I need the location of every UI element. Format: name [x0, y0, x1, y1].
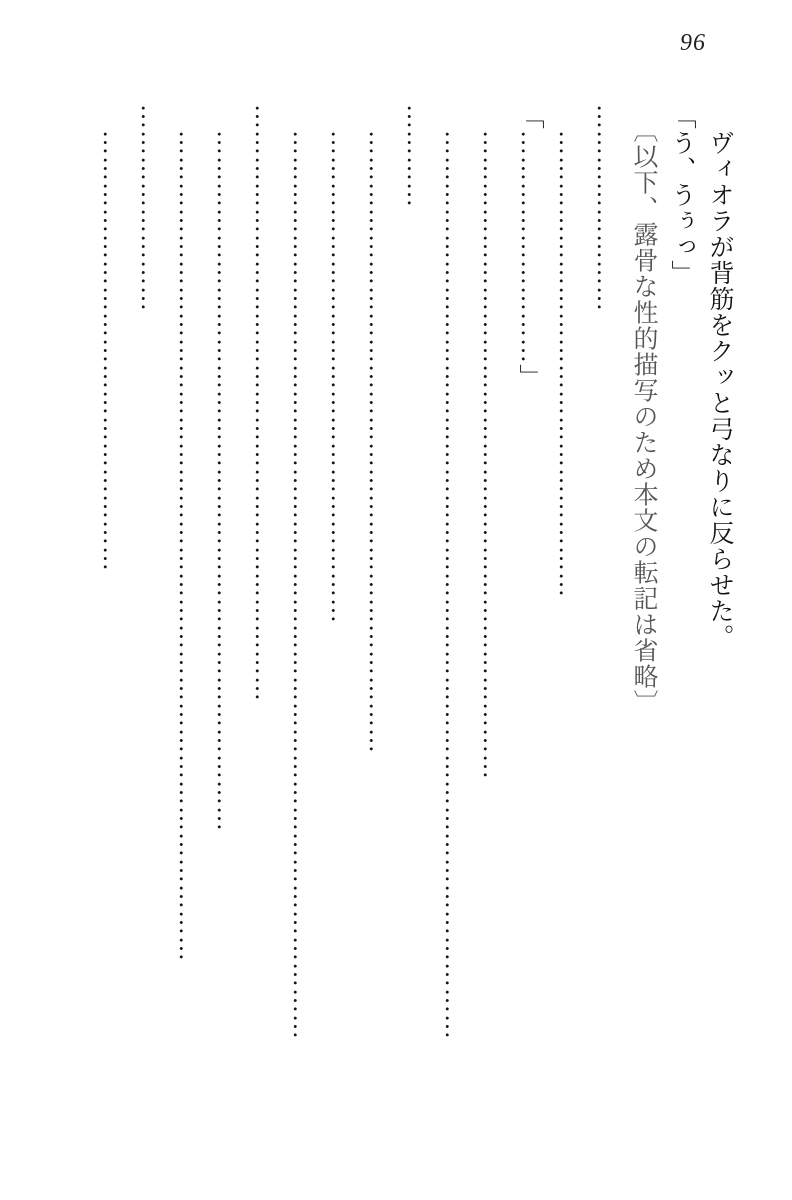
- vertical-text-body: [92, 104, 738, 1166]
- text-column: …………: [402, 104, 429, 208]
- text-column: ……………………………………………………………………………………………: [440, 104, 467, 1040]
- text-column: ……………………………………………………………: [250, 104, 277, 702]
- text-column: 「………………………」: [516, 104, 543, 390]
- text-column: ………………………………………………………………………: [212, 104, 239, 832]
- text-column: …………………………………………………: [326, 104, 353, 624]
- text-column: ……………………: [136, 104, 163, 312]
- text-column: 〔以下、露骨な性的描写のため本文の転記は省略〕: [630, 104, 657, 716]
- text-column: ヴィオラが背筋をクッと弓なりに反らせた。: [706, 104, 733, 650]
- text-column: …………………………………………………………………: [478, 104, 505, 780]
- text-column: ……………………: [592, 104, 619, 312]
- page-number: 96: [680, 30, 706, 56]
- text-column: ……………………………………………………………………………………: [174, 104, 201, 962]
- text-column: ………………………………………………: [554, 104, 581, 598]
- text-column: ……………………………………………………………………………………………: [288, 104, 315, 1040]
- text-column: ………………………………………………………………: [364, 104, 391, 754]
- text-column: 「う、うぅっ」: [668, 104, 695, 286]
- text-column: ……………………………………………: [98, 104, 125, 572]
